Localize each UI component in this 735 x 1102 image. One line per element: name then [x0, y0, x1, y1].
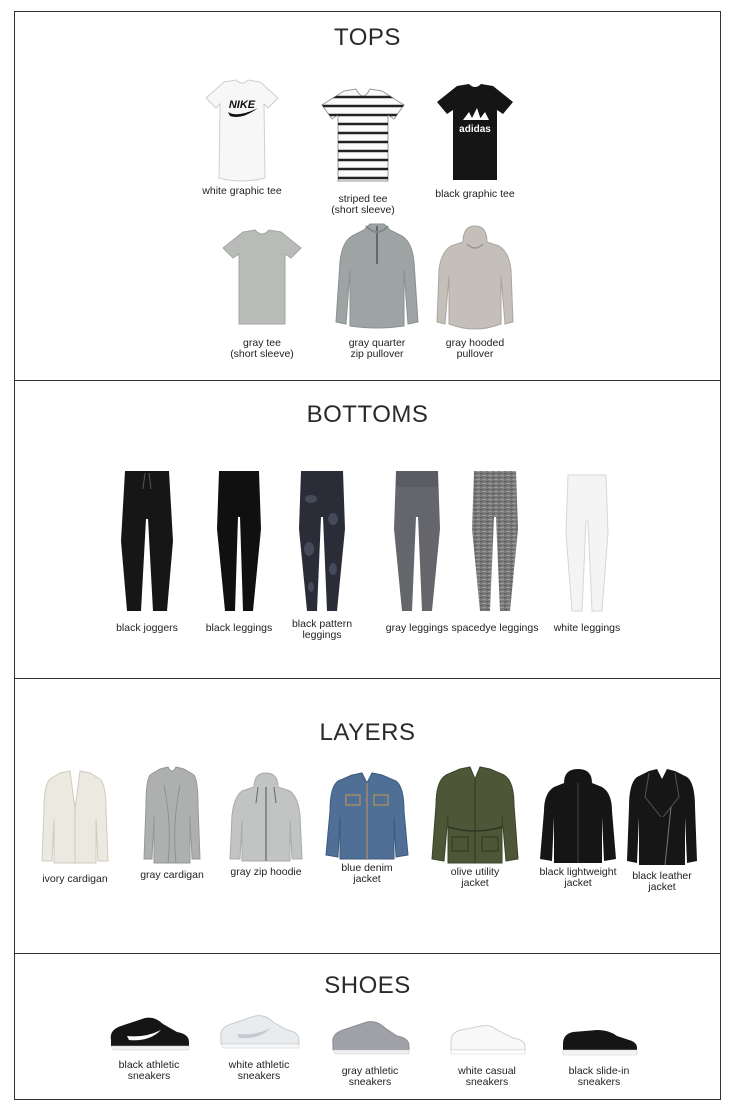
- caption: white leggings: [553, 622, 621, 634]
- caption: black leggings: [205, 622, 273, 634]
- caption: black pattern leggings: [291, 618, 353, 641]
- item-black-leather-jacket[interactable]: [607, 767, 717, 893]
- black-lightweight-jacket-image: [538, 767, 618, 865]
- item-black-pattern-leggings[interactable]: [267, 469, 377, 641]
- caption: gray quarter zip pullover: [348, 337, 406, 360]
- white-athletic-sneakers-image: [215, 1012, 303, 1052]
- item-gray-quarter-zip[interactable]: [322, 222, 432, 360]
- black-leggings-image: [213, 469, 265, 615]
- spacedye-leggings-image: [468, 469, 522, 615]
- section-title-shoes: SHOES: [324, 972, 411, 999]
- caption: black lightweight jacket: [539, 866, 617, 889]
- caption: spacedye leggings: [451, 622, 539, 634]
- tops-panel: [14, 11, 721, 381]
- black-leather-jacket-image: [625, 767, 699, 867]
- section-title-layers: LAYERS: [319, 719, 416, 746]
- caption: black leather jacket: [632, 870, 692, 893]
- striped-tee-image: [318, 87, 408, 185]
- item-white-casual-sneakers[interactable]: [432, 1018, 542, 1088]
- black-graphic-tee-image: [433, 82, 517, 184]
- item-white-leggings[interactable]: [532, 473, 642, 634]
- item-gray-athletic-sneakers[interactable]: [315, 1018, 425, 1088]
- item-black-athletic-sneakers[interactable]: [94, 1014, 204, 1082]
- shoes-panel: [14, 953, 721, 1100]
- caption: black graphic tee: [435, 188, 515, 200]
- item-blue-denim-jacket[interactable]: [312, 771, 422, 885]
- caption: ivory cardigan: [42, 873, 108, 885]
- item-black-slide-in-sneakers[interactable]: [544, 1024, 654, 1088]
- caption: striped tee (short sleeve): [331, 193, 395, 216]
- caption: white graphic tee: [202, 185, 282, 197]
- item-gray-hooded-pullover[interactable]: [420, 224, 530, 360]
- section-title-bottoms: BOTTOMS: [306, 401, 429, 428]
- item-white-athletic-sneakers[interactable]: [204, 1012, 314, 1082]
- section-title-tops: TOPS: [334, 24, 401, 51]
- white-leggings-image: [562, 473, 612, 615]
- gray-zip-hoodie-image: [228, 771, 304, 863]
- item-gray-tee[interactable]: [207, 228, 317, 360]
- black-athletic-sneakers-image: [105, 1014, 193, 1054]
- white-casual-sneakers-image: [445, 1018, 529, 1058]
- caption: olive utility jacket: [450, 866, 500, 889]
- gray-athletic-sneakers-image: [327, 1018, 413, 1058]
- caption: black joggers: [116, 622, 178, 634]
- olive-utility-jacket-image: [430, 765, 520, 865]
- caption: white athletic sneakers: [228, 1059, 290, 1082]
- caption: black slide-in sneakers: [568, 1065, 630, 1088]
- white-graphic-tee-image: [202, 78, 282, 186]
- caption: black athletic sneakers: [118, 1059, 180, 1082]
- caption: gray zip hoodie: [230, 866, 302, 878]
- adidas-logo-icon: adidas: [459, 124, 491, 135]
- gray-leggings-image: [390, 469, 444, 615]
- caption: gray leggings: [385, 622, 449, 634]
- item-black-graphic-tee[interactable]: [420, 82, 530, 200]
- item-striped-tee[interactable]: [308, 87, 418, 216]
- caption: white casual sneakers: [458, 1065, 516, 1088]
- caption: gray hooded pullover: [445, 337, 505, 360]
- caption: gray cardigan: [140, 869, 204, 881]
- item-gray-zip-hoodie[interactable]: [211, 771, 321, 878]
- gray-cardigan-image: [142, 765, 202, 867]
- black-joggers-image: [117, 469, 177, 615]
- gray-quarter-zip-image: [332, 222, 422, 334]
- ivory-cardigan-image: [40, 769, 110, 867]
- bottoms-panel: [14, 380, 721, 679]
- item-olive-utility-jacket[interactable]: [420, 765, 530, 889]
- caption: gray tee (short sleeve): [230, 337, 294, 360]
- gray-tee-image: [219, 228, 305, 328]
- gray-hooded-pullover-image: [433, 224, 517, 336]
- item-white-graphic-tee[interactable]: [187, 78, 297, 197]
- layers-panel: [14, 678, 721, 954]
- black-pattern-leggings-image: [295, 469, 349, 615]
- caption: gray athletic sneakers: [341, 1065, 399, 1088]
- caption: blue denim jacket: [341, 862, 393, 885]
- item-ivory-cardigan[interactable]: [20, 769, 130, 885]
- blue-denim-jacket-image: [324, 771, 410, 861]
- nike-logo-icon: NIKE: [228, 99, 256, 111]
- black-slide-in-sneakers-image: [557, 1024, 641, 1060]
